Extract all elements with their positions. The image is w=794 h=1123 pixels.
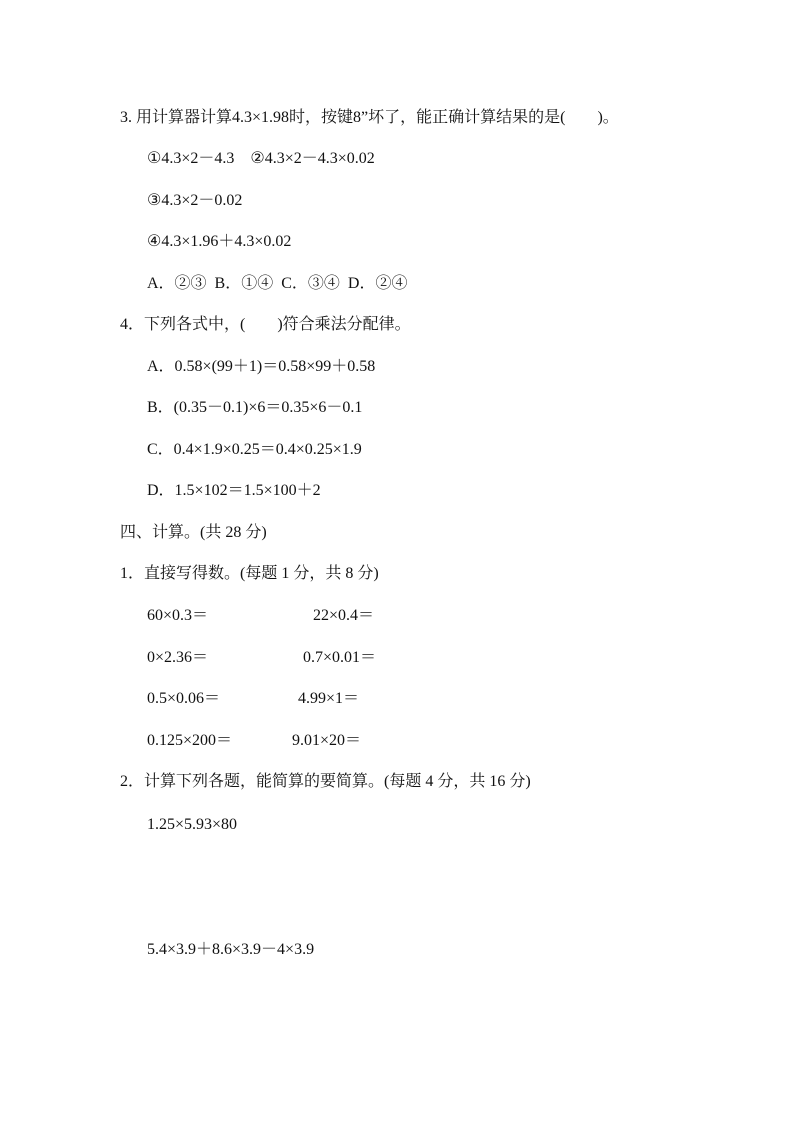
expression-1: 1.25×5.93×80	[147, 816, 238, 833]
question-3-stem: 3. 用计算器计算4.3×1.98时，按键8”坏了，能正确计算结果的是( )。	[120, 109, 619, 126]
oral-item: 60×0.3＝	[147, 607, 209, 624]
oral-item: 9.01×20＝	[292, 732, 362, 749]
section-4-heading: 四、计算。(共 28 分)	[120, 524, 267, 541]
part-2-stem: 2．计算下列各题，能简算的要简算。(每题 4 分，共 16 分)	[120, 773, 531, 790]
oral-item: 0.5×0.06＝	[147, 690, 221, 707]
question-4-stem: 4．下列各式中，( )符合乘法分配律。	[120, 316, 411, 333]
question-3-option-3: ③4.3×2－0.02	[147, 192, 243, 209]
question-4-choice-a: A．0.58×(99＋1)＝0.58×99＋0.58	[147, 358, 376, 375]
oral-item: 0.125×200＝	[147, 732, 233, 749]
question-3-options-line-1: ①4.3×2－4.3 ②4.3×2－4.3×0.02	[147, 150, 375, 167]
oral-item: 0.7×0.01＝	[303, 649, 377, 666]
question-4-choice-b: B．(0.35－0.1)×6＝0.35×6－0.1	[147, 399, 363, 416]
question-3-option-4: ④4.3×1.96＋4.3×0.02	[147, 233, 292, 250]
question-4-choice-d: D．1.5×102＝1.5×100＋2	[147, 482, 321, 499]
oral-item: 4.99×1＝	[298, 690, 360, 707]
part-1-stem: 1．直接写得数。(每题 1 分，共 8 分)	[120, 565, 379, 582]
oral-item: 22×0.4＝	[313, 607, 375, 624]
expression-2: 5.4×3.9＋8.6×3.9－4×3.9	[147, 941, 315, 958]
question-3-choices: A．②③ B．①④ C．③④ D．②④	[147, 275, 408, 292]
oral-item: 0×2.36＝	[147, 649, 209, 666]
question-4-choice-c: C．0.4×1.9×0.25＝0.4×0.25×1.9	[147, 441, 362, 458]
